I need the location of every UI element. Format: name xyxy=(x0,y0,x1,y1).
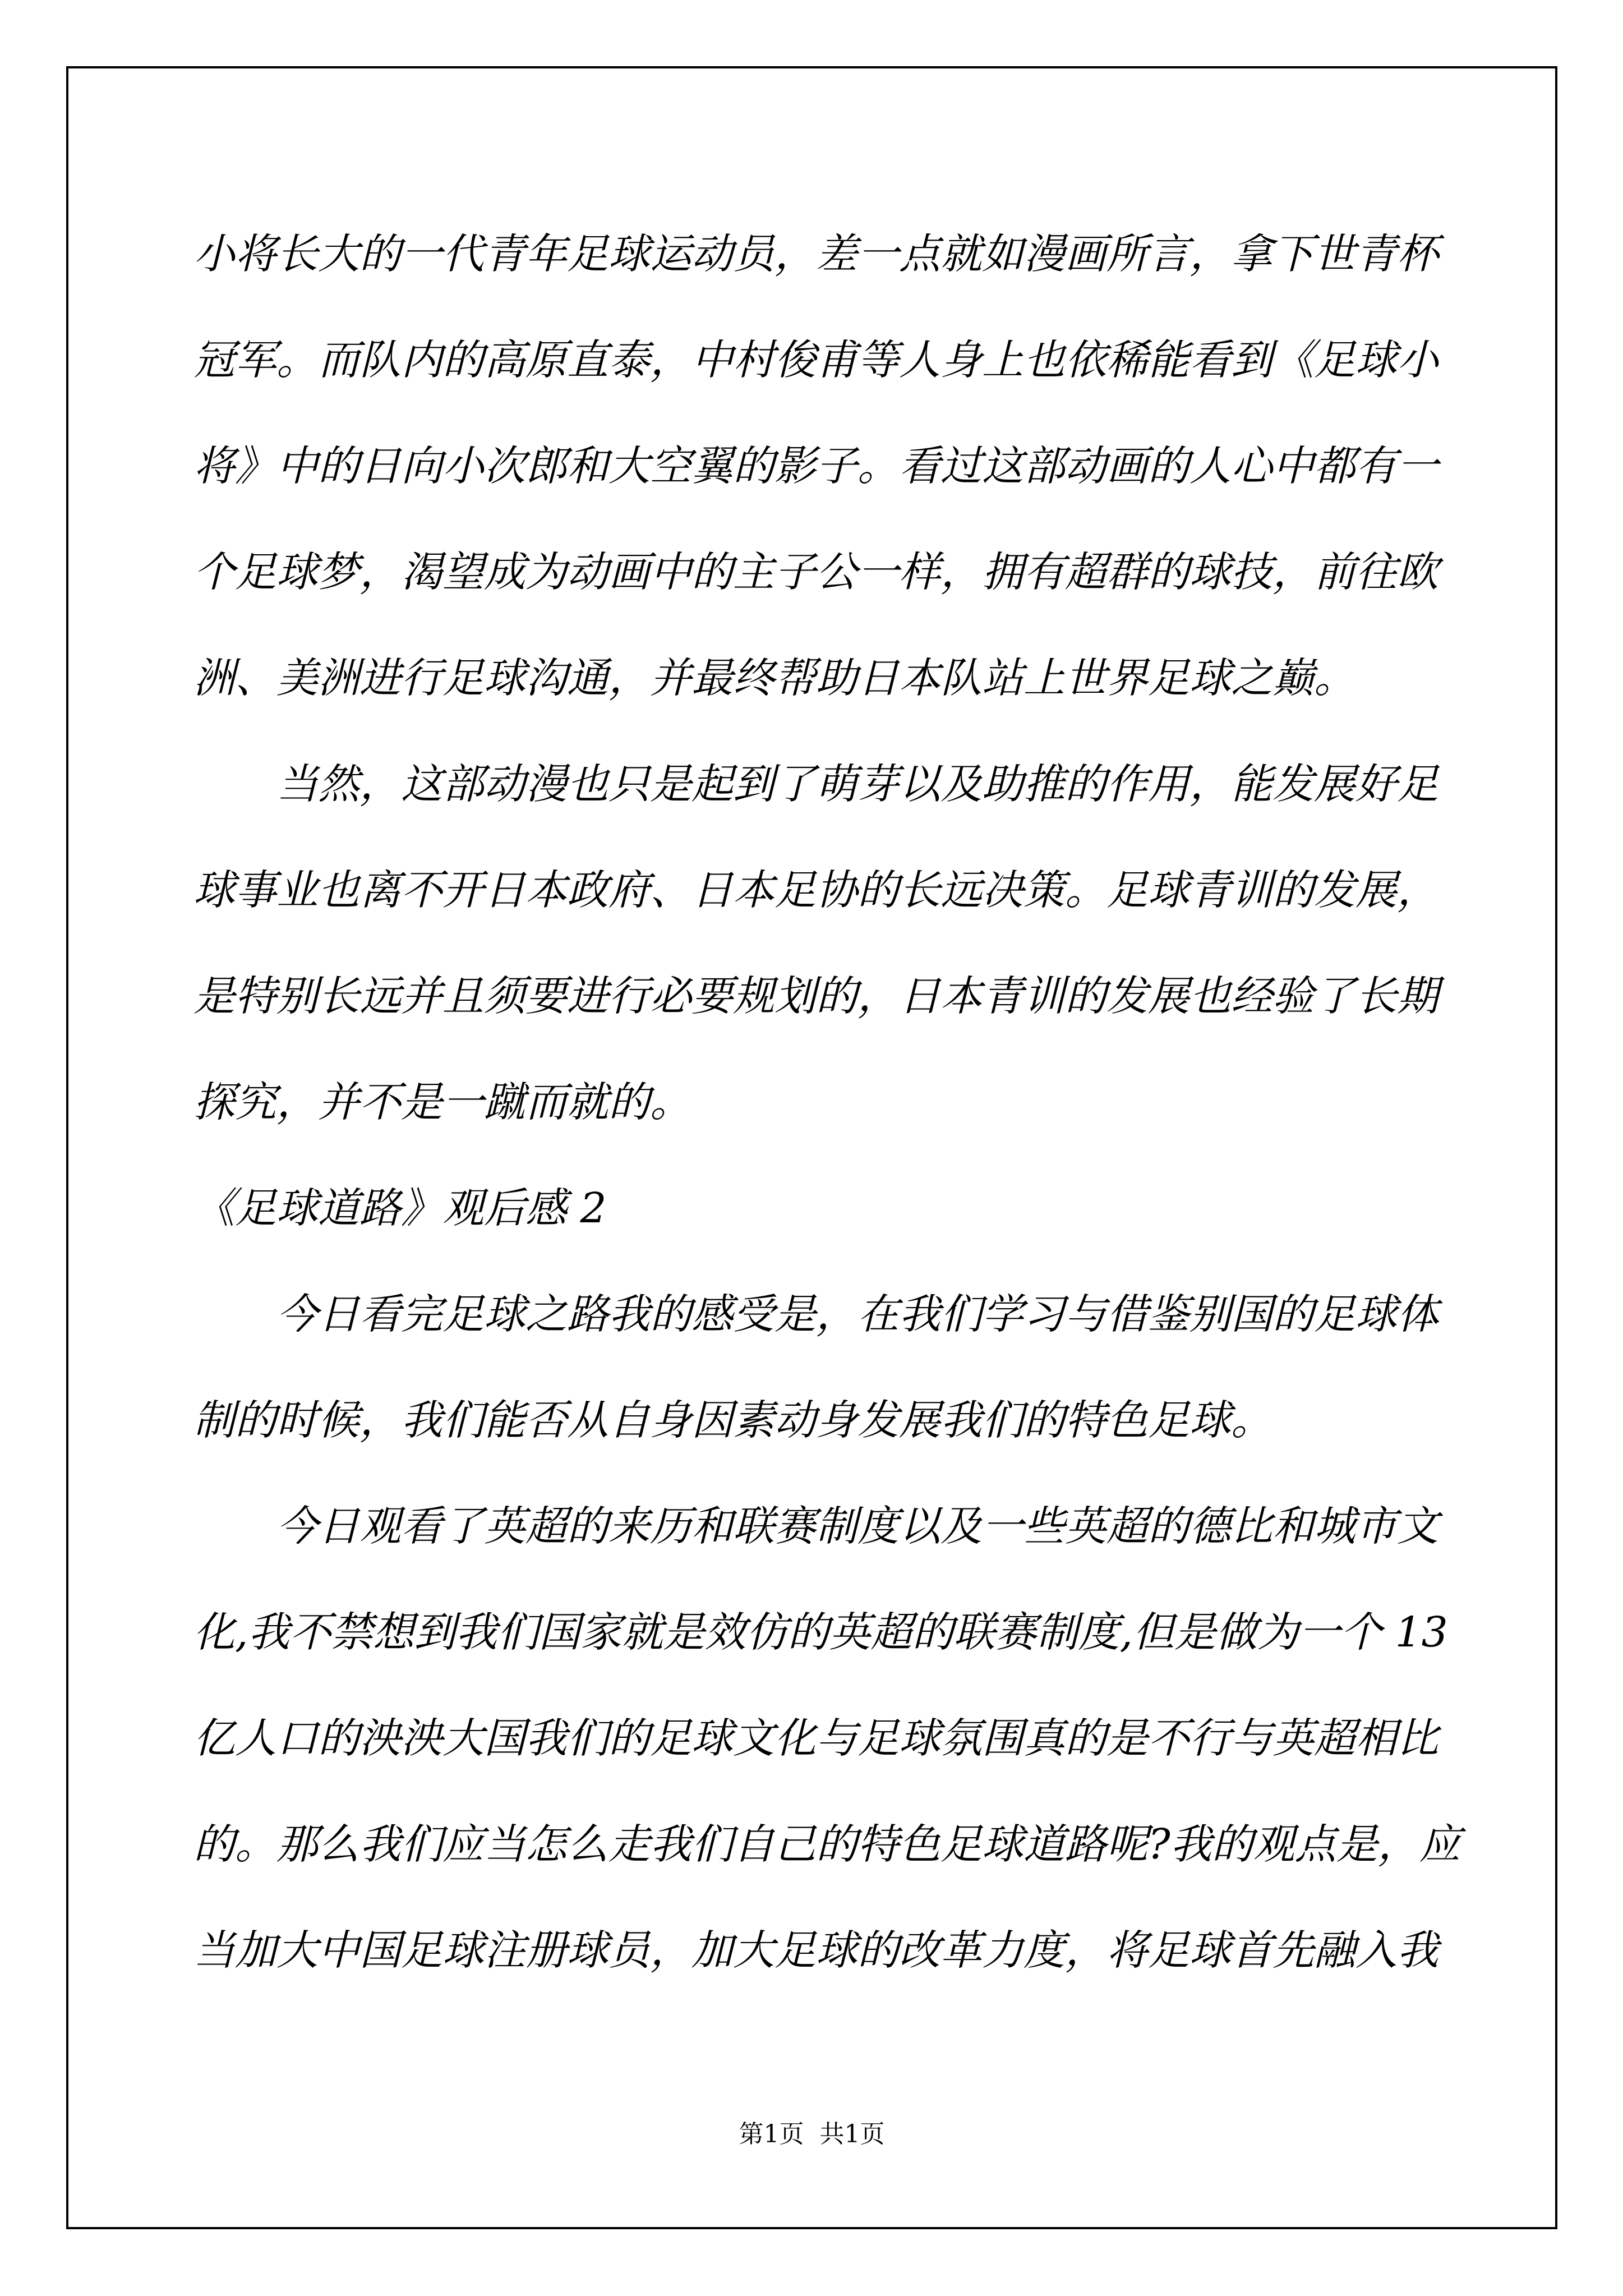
text-line: 当加大中国足球注册球员，加大足球的改革力度，将足球首先融入我 xyxy=(193,1926,1438,1975)
text-line: 今日看完足球之路我的感受是，在我们学习与借鉴别国的足球体 xyxy=(193,1290,1438,1338)
text-line: 今日观看了英超的来历和联赛制度以及一些英超的德比和城市文 xyxy=(193,1502,1438,1550)
text-line: 的。那么我们应当怎么走我们自己的特色足球道路呢?我的观点是，应 xyxy=(193,1820,1461,1869)
text-line: 个足球梦，渴望成为动画中的主子公一样，拥有超群的球技，前往欧 xyxy=(193,548,1438,596)
body-text xyxy=(193,201,1483,2004)
text-line: 当然，这部动漫也只是起到了萌芽以及助推的作用，能发展好足 xyxy=(193,760,1438,808)
text-line: 将》中的日向小次郎和大空翼的影子。看过这部动画的人心中都有一 xyxy=(193,442,1438,490)
section-heading: 《足球道路》观后感 2 xyxy=(193,1184,607,1232)
text-line: 小将长大的一代青年足球运动员，差一点就如漫画所言，拿下世青杯 xyxy=(193,230,1438,278)
page-footer: 第1页 共1页 xyxy=(739,2120,885,2148)
text-line: 球事业也离不开日本政府、日本足协的长远决策。足球青训的发展， xyxy=(193,866,1438,914)
text-line: 是特别长远并且须要进行必要规划的，日本青训的发展也经验了长期 xyxy=(193,972,1438,1020)
text-line: 洲、美洲进行足球沟通，并最终帮助日本队站上世界足球之巅。 xyxy=(193,654,1355,702)
text-line: 化,我不禁想到我们国家就是效仿的英超的联赛制度,但是做为一个 13 xyxy=(193,1608,1448,1657)
text-line: 冠军。而队内的高原直泰，中村俊甫等人身上也依稀能看到《足球小 xyxy=(193,336,1438,384)
text-line: 亿人口的泱泱大国我们的足球文化与足球氛围真的是不行与英超相比 xyxy=(193,1714,1438,1763)
text-line: 探究，并不是一蹴而就的。 xyxy=(193,1078,691,1126)
page-border xyxy=(66,66,1557,2229)
text-line: 制的时候，我们能否从自身因素动身发展我们的特色足球。 xyxy=(193,1396,1272,1444)
